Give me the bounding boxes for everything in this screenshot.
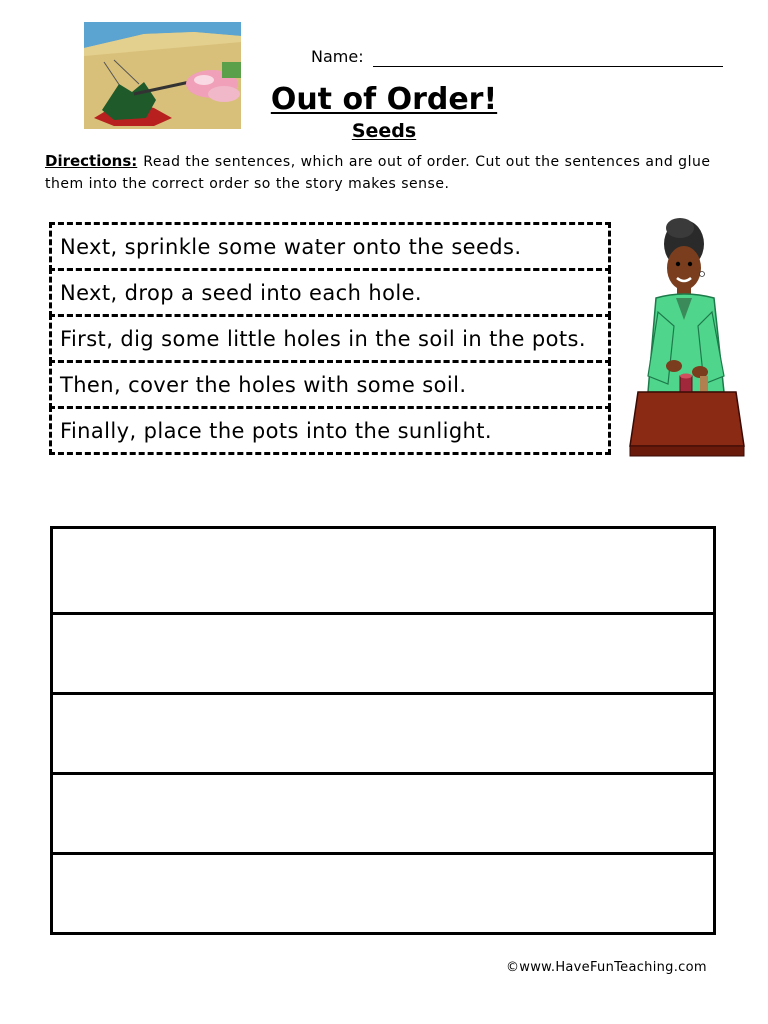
sentence-strip[interactable]: First, dig some little holes in the soil in the pots. — [49, 314, 611, 363]
page-subtitle-text: Seeds — [351, 120, 417, 142]
answer-box[interactable] — [53, 612, 713, 692]
page-title-text: Out of Order! — [270, 82, 498, 117]
name-line[interactable] — [373, 66, 723, 67]
sentence-strip[interactable]: Next, drop a seed into each hole. — [49, 268, 611, 317]
directions-label: Directions: — [45, 152, 138, 170]
directions — [45, 150, 735, 195]
page-subtitle — [0, 120, 768, 142]
name-label: Name: — [311, 47, 364, 66]
answer-box[interactable] — [53, 529, 713, 612]
sentence-strips — [49, 222, 611, 455]
answer-box[interactable] — [53, 852, 713, 932]
answer-grid — [50, 526, 716, 935]
answer-box[interactable] — [53, 772, 713, 852]
woman-at-table-illustration — [628, 216, 746, 468]
directions-text: Read the sentences, which are out of order. Cut out the sentences and glue them into the correct order so the story makes sense. — [45, 154, 711, 192]
copyright-text: ©www.HaveFunTeaching.com — [506, 960, 707, 975]
answer-box[interactable] — [53, 692, 713, 772]
page-title — [0, 82, 768, 117]
sentence-strip[interactable]: Finally, place the pots into the sunlight. — [49, 406, 611, 455]
sentence-strip[interactable]: Next, sprinkle some water onto the seeds. — [49, 222, 611, 271]
sentence-strip[interactable]: Then, cover the holes with some soil. — [49, 360, 611, 409]
